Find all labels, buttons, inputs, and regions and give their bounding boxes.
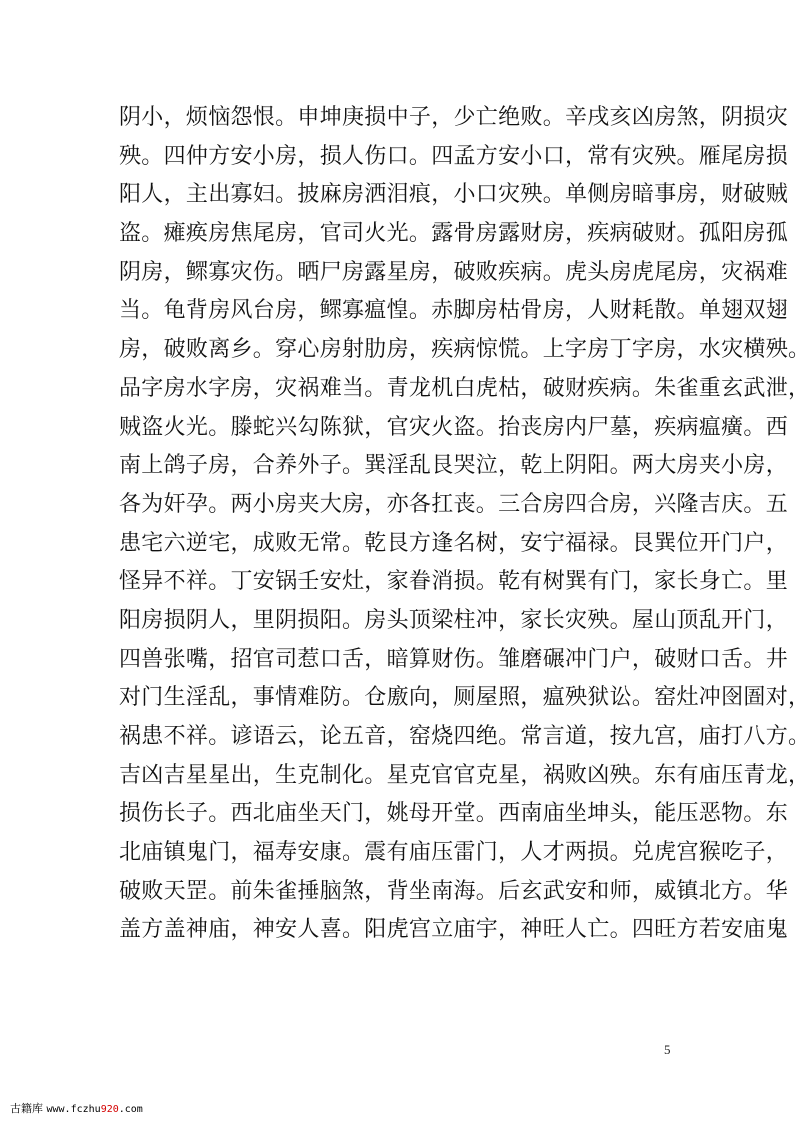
text-line-20: 北庙镇鬼门，福寿安康。震有庙压雷门，人才两损。兑虎宫猴吃子， [119, 840, 789, 866]
text-line-1: 阴小，烦恼怨恨。申坤庚损中子，少亡绝败。辛戌亥凶房煞，阴损灾 [119, 105, 789, 130]
text-line-15: 四兽张嘴，招官司惹口舌，暗算财伤。雏磨碾冲门户，破财口舌。井 [119, 646, 789, 672]
text-line-10: 南上鸽子房，合养外子。巽淫乱艮哭泣，乾上阴阳。两大房夹小房， [119, 453, 789, 479]
watermark-site-name: 古籍库 [10, 1102, 43, 1115]
text-line-22: 盖方盖神庙，神安人喜。阳虎宫立庙宇，神旺人亡。四旺方若安庙鬼 [119, 917, 789, 943]
text-line-12: 患宅六逆宅，成败无常。乾艮方逢名树，安宁福禄。艮巽位开门户， [119, 530, 789, 556]
text-line-3: 阳人，主出寡妇。披麻房洒泪痕，小口灾殃。单侧房暗事房，财破贼 [119, 182, 789, 208]
text-line-21: 破败天罡。前朱雀捶脑煞，背坐南海。后玄武安和师，威镇北方。华 [119, 878, 789, 904]
page-number: 5 [664, 1042, 671, 1057]
text-line-13: 怪异不祥。丁安锅壬安灶，家眷消损。乾有树巽有门，家长身亡。里 [119, 569, 789, 595]
watermark-url-suffix: .com [118, 1104, 143, 1115]
text-line-6: 当。龟背房风台房，鳏寡瘟惶。赤脚房枯骨房，人财耗散。单翅双翅 [119, 298, 789, 324]
text-line-16: 对门生淫乱，事情难防。仓廒向，厕屋照，瘟殃狱讼。窑灶冲囹圄对， [119, 685, 810, 711]
watermark-url-prefix: www.fczhu [46, 1104, 101, 1115]
watermark-url-accent: 920 [100, 1104, 119, 1115]
watermark-url [47, 1104, 143, 1115]
text-line-7: 房，破败离乡。穿心房射肋房，疾病惊慌。上字房丁字房，水灾横殃。 [119, 337, 810, 363]
text-line-9: 贼盗火光。滕蛇兴勾陈狱，官灾火盗。抬丧房内尸墓，疾病瘟癀。西 [119, 414, 789, 440]
text-line-5: 阴房，鳏寡灾伤。晒尸房露星房，破败疾病。虎头房虎尾房，灾祸难 [119, 259, 789, 285]
text-line-8: 品字房水字房，灾祸难当。青龙机白虎枯，破财疾病。朱雀重玄武泄， [119, 375, 810, 401]
text-line-4: 盗。瘫痪房焦尾房，官司火光。露骨房露财房，疾病破财。孤阳房孤 [119, 221, 789, 247]
text-line-18: 吉凶吉星星出，生克制化。星克官官克星，祸败凶殃。东有庙压青龙， [119, 762, 810, 788]
text-line-17: 祸患不祥。谚语云，论五音，窑烧四绝。常言道，按九宫，庙打八方。 [119, 724, 810, 749]
body-text [119, 99, 810, 950]
text-line-11: 各为奸孕。两小房夹大房，亦各扛丧。三合房四合房，兴隆吉庆。五 [119, 491, 789, 517]
text-line-14: 阳房损阴人，里阴损阳。房头顶梁柱冲，家长灾殃。屋山顶乱开门， [119, 607, 789, 633]
text-line-19: 损伤长子。西北庙坐天门，姚母开堂。西南庙坐坤头，能压恶物。东 [119, 801, 789, 827]
text-line-2: 殃。四仲方安小房，损人伤口。四孟方安小口，常有灾殃。雁尾房损 [119, 143, 789, 169]
watermark [10, 1100, 143, 1116]
